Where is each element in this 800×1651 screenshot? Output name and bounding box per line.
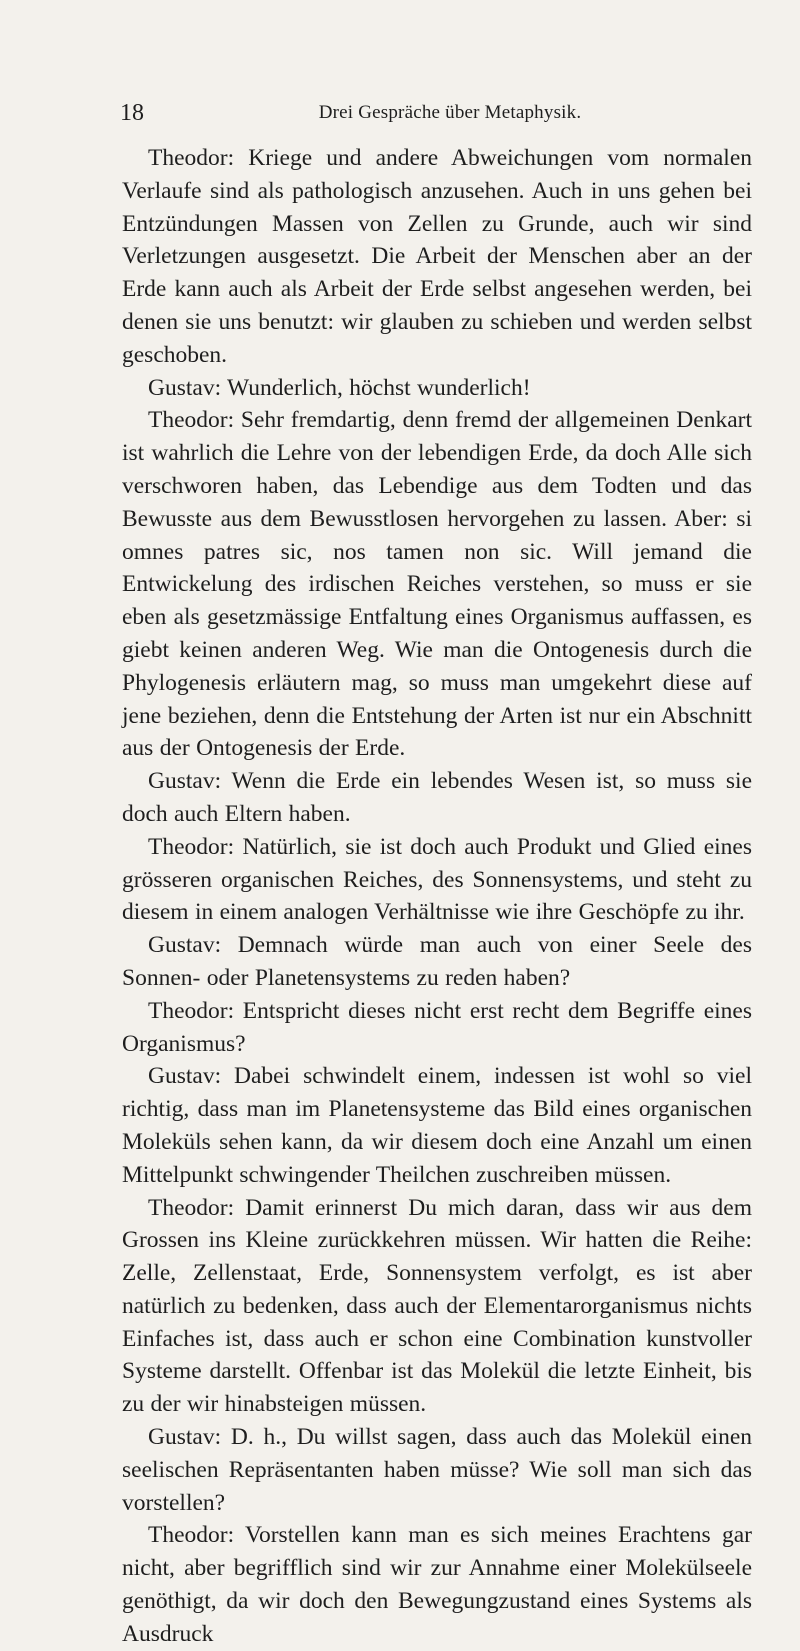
paragraph: Gustav: Wunderlich, höchst wunderlich! bbox=[148, 374, 531, 401]
paragraph: Theodor: Vorstellen kann man es sich meines Erachtens gar nicht, aber begrifflich sind wir zur Annahme einer Molekülseele genöthigt, da wir doch den Bewegungzustand eines Systems als Ausdruck bbox=[122, 1522, 752, 1647]
page-number: 18 bbox=[120, 100, 144, 126]
paragraph: Theodor: Kriege und andere Abweichungen vom normalen Verlaufe sind als pathologisch anzusehen. Auch in uns gehen bei Entzündungen Massen von Zellen zu Grunde, auch wir sind Verletzungen ausgesetzt. Die Arbeit der Menschen aber an der Erde kann auch als Arbeit der Erde selbst angesehen werden, bei denen sie uns benutzt: wir glauben zu schieben und werden selbst geschoben. bbox=[122, 145, 752, 368]
paragraph: Theodor: Damit erinnerst Du mich daran, dass wir aus dem Grossen ins Kleine zurückkehren müssen. Wir hatten die Reihe: Zelle, Zellenstaat, Erde, Sonnensystem verfolgt, es ist aber natürlich zu bedenken, dass auch der Elementarorganismus nichts Einfaches ist, dass auch er schon eine Combination kunstvoller Systeme darstellt. Offenbar ist das Molekül die letzte Einheit, bis zu der wir hinabsteigen müssen. bbox=[122, 1194, 752, 1418]
paragraph: Gustav: D. h., Du willst sagen, dass auch das Molekül einen seelischen Repräsentanten haben müsse? Wie soll man sich das vorstellen? bbox=[122, 1424, 752, 1516]
running-title: Drei Gespräche über Metaphysik. bbox=[318, 102, 582, 123]
body-text bbox=[122, 142, 752, 1651]
page-header bbox=[120, 98, 740, 128]
paragraph: Gustav: Wenn die Erde ein lebendes Wesen ist, so muss sie doch auch Eltern haben. bbox=[122, 768, 752, 827]
paragraph: Theodor: Natürlich, sie ist doch auch Produkt und Glied eines grösseren organischen Reiches, des Sonnensystems, und steht zu diesem in einem analogen Verhältnisse wie ihre Geschöpfe zu ihr. bbox=[122, 833, 752, 926]
paragraph: Gustav: Dabei schwindelt einem, indessen ist wohl so viel richtig, dass man im Planetensysteme das Bild eines organischen Moleküls sehen kann, da wir diesem doch eine Anzahl um einen Mittelpunkt schwingender Theilchen zuschreiben müssen. bbox=[122, 1063, 752, 1188]
paragraph: Gustav: Demnach würde man auch von einer Seele des Sonnen- oder Planetensystems zu reden haben? bbox=[122, 932, 752, 991]
paragraph: Theodor: Entspricht dieses nicht erst recht dem Begriffe eines Organismus? bbox=[122, 997, 752, 1057]
paragraph: Theodor: Sehr fremdartig, denn fremd der allgemeinen Denkart ist wahrlich die Lehre von der lebendigen Erde, da doch Alle sich verschworen haben, das Lebendige aus dem Todten und das Bewusste aus dem Bewusstlosen hervorgehen zu lassen. Aber: si omnes patres sic, nos tamen non sic. Will jemand die Entwickelung des irdischen Reiches verstehen, so muss er sie eben als gesetzmässige Entfaltung eines Organismus auffassen, es giebt keinen anderen Weg. Wie man die Ontogenesis durch die Phylogenesis erläutern mag, so muss man umgekehrt diese auf jene beziehen, denn die Entstehung der Arten ist nur ein Abschnitt aus der Ontogenesis der Erde. bbox=[122, 407, 752, 762]
